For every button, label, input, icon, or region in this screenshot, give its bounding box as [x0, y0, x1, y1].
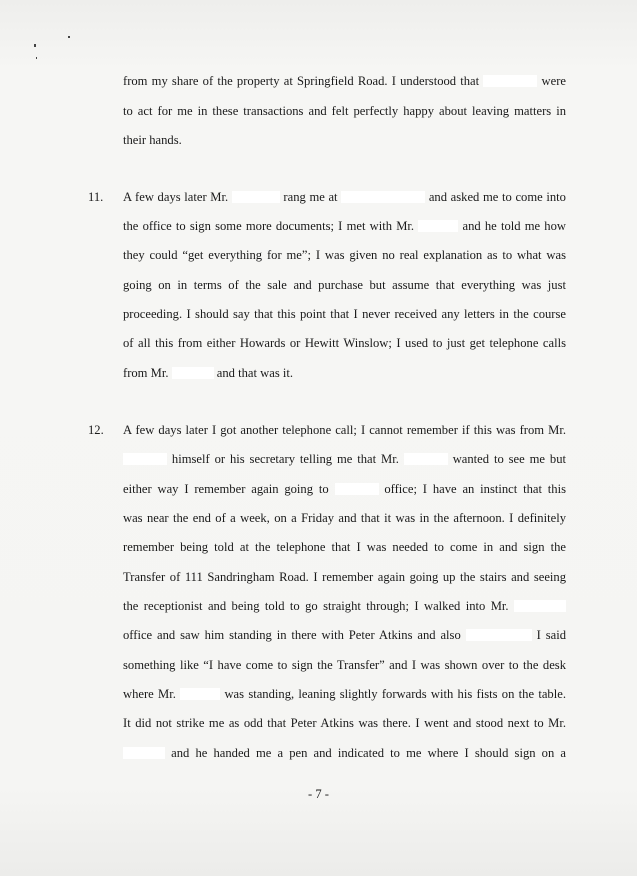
- intro-line-1: from my share of the property at Springfield Road. I understood that were: [123, 74, 566, 88]
- redaction: [232, 191, 280, 203]
- redaction: [483, 75, 537, 87]
- para12-line-9: something like “I have come to sign the Transfer” and I was shown over to the desk: [123, 658, 566, 672]
- para12-line-5: remember being told at the telephone that I was needed to come in and sign the: [123, 540, 566, 554]
- paragraph-number-11: 11.: [88, 190, 104, 204]
- scan-speck: [68, 36, 70, 38]
- para12-line-10: where Mr. was standing, leaning slightly forwards with his fists on the table.: [123, 687, 566, 701]
- para12-line-1: A few days later I got another telephone call; I cannot remember if this was from Mr.: [123, 423, 566, 437]
- para12-line-11: It did not strike me as odd that Peter Atkins was there. I went and stood next to Mr.: [123, 716, 566, 730]
- scan-speck: [36, 57, 37, 59]
- redaction: [123, 747, 165, 759]
- redaction: [404, 453, 448, 465]
- scan-speck: [34, 44, 36, 47]
- para11-line-5: proceeding. I should say that this point that I never received any letters in the course: [123, 307, 566, 321]
- redaction: [335, 483, 379, 495]
- redaction: [123, 453, 167, 465]
- para12-line-3: either way I remember again going to office; I have an instinct that this: [123, 482, 566, 496]
- redaction: [418, 220, 458, 232]
- para11-line-7: from Mr. and that was it.: [123, 366, 294, 380]
- para11-line-6: of all this from either Howards or Hewitt Winslow; I used to just get telephone calls: [123, 336, 566, 350]
- para11-line-4: going on in terms of the sale and purchase but assume that everything was just: [123, 278, 566, 292]
- redaction: [466, 629, 532, 641]
- para12-line-4: was near the end of a week, on a Friday and that it was in the afternoon. I definitely: [123, 511, 566, 525]
- para12-line-6: Transfer of 111 Sandringham Road. I remember again going up the stairs and seeing: [123, 570, 566, 584]
- intro-line-3: their hands.: [123, 133, 182, 147]
- redaction: [172, 367, 214, 379]
- redaction: [180, 688, 220, 700]
- page-number: - 7 -: [308, 787, 329, 801]
- para11-line-2: the office to sign some more documents; I met with Mr. and he told me how: [123, 219, 566, 233]
- intro-line-2: to act for me in these transactions and felt perfectly happy about leaving matters in: [123, 104, 566, 118]
- para11-line-1: A few days later Mr. rang me at and asked me to come into: [123, 190, 566, 204]
- redaction: [341, 191, 425, 203]
- redaction: [514, 600, 566, 612]
- paragraph-number-12: 12.: [88, 423, 104, 437]
- para11-line-3: they could “get everything for me”; I was given no real explanation as to what was: [123, 248, 566, 262]
- para12-line-12: and he handed me a pen and indicated to me where I should sign on a: [123, 746, 566, 760]
- para12-line-7: the receptionist and being told to go straight through; I walked into Mr.: [123, 599, 566, 613]
- para12-line-2: himself or his secretary telling me that Mr. wanted to see me but: [123, 452, 566, 466]
- para12-line-8: office and saw him standing in there with Peter Atkins and also I said: [123, 628, 566, 642]
